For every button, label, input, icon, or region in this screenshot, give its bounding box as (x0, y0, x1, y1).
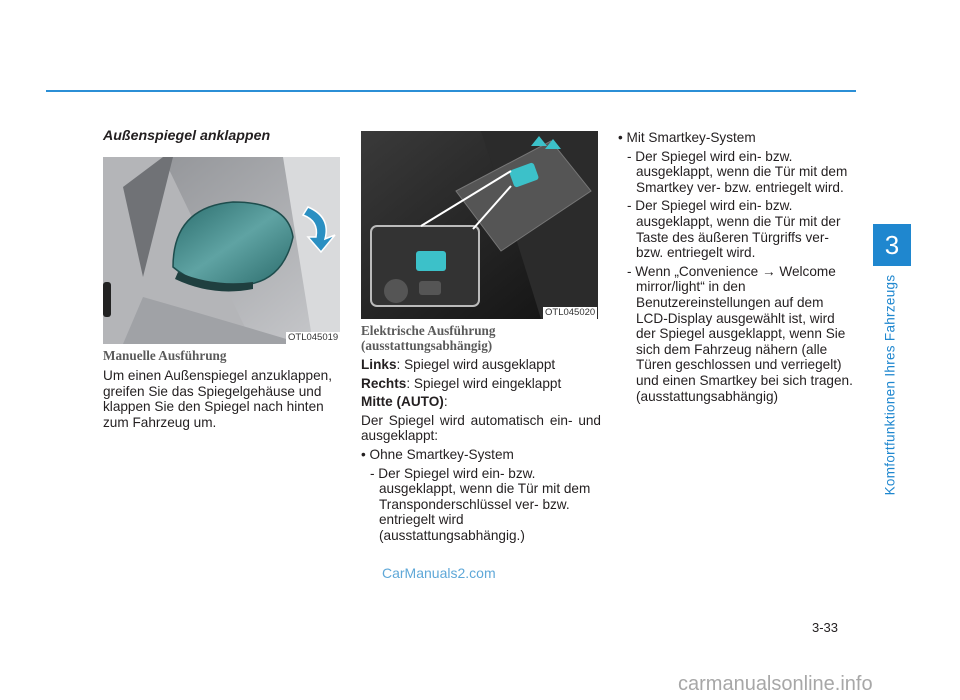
chapter-title: Komfortfunktionen Ihres Fahrzeugs (882, 274, 898, 496)
manual-paragraph: Um einen Außenspiegel anzuklappen, greifen Sie das Spiegelgehäuse und klappen Sie den Spiegel nach hinten zum Fahrzeug um. (103, 368, 332, 430)
section-title: Außenspiegel anklappen (103, 128, 271, 144)
chapter-number-tab: 3 (873, 224, 911, 266)
smartkey-item-3: - Wenn „Convenience → Welcome mirror/light“ in den Benutzereinstellungen auf dem LCD-Display ausgewählt ist, wird der Spiegel ausgeklappt, wenn Sie sich dem Fahrzeug nähern (alle Türen geschlossen und verriegelt) und einen Smartkey bei sich tragen. (ausstattungsabhängig) (627, 263, 853, 404)
mitte-line: Mitte (AUTO): (361, 394, 448, 410)
manual-heading: Manuelle Ausführung (103, 348, 227, 363)
footer-watermark: carmanualsonline.info (678, 673, 873, 695)
col2-text (361, 323, 601, 544)
watermark-link[interactable]: CarManuals2.com (382, 565, 496, 581)
no-smartkey-item: - Der Spiegel wird ein- bzw. ausgeklappt, wenn die Tür mit dem Transponderschlüssel ver- bzw. entriegelt wird (ausstattungsabhängig.) (370, 465, 591, 543)
image1-caption: OTL045019 (288, 332, 339, 343)
door-switch-image (361, 131, 598, 319)
header-rule (46, 90, 856, 92)
links-line: Links: Spiegel wird ausgeklappt (361, 357, 556, 372)
electric-heading: Elektrische Ausführung (ausstattungsabhängig) (361, 323, 496, 353)
mirror-fold-image (103, 157, 340, 344)
col1-text (103, 348, 340, 430)
auto-paragraph: Der Spiegel wird automatisch ein- und ausgeklappt: (361, 412, 601, 444)
smartkey-item-1: - Der Spiegel wird ein- bzw. ausgeklappt, wenn die Tür mit dem Smartkey ver- bzw. entriegelt wird. (627, 148, 848, 195)
image2-caption: OTL045020 (545, 307, 596, 318)
bullet-no-smartkey: • Ohne Smartkey-System (361, 446, 514, 462)
bullet-smartkey: • Mit Smartkey-System (618, 130, 756, 145)
page-number: 3-33 (812, 620, 839, 635)
col3-text (618, 130, 856, 404)
rechts-line: Rechts: Spiegel wird eingeklappt (361, 375, 562, 391)
smartkey-item-2: - Der Spiegel wird ein- bzw. ausgeklappt, wenn die Tür mit der Taste des äußeren Türgriffs ver- bzw. entriegelt wird. (627, 198, 841, 261)
